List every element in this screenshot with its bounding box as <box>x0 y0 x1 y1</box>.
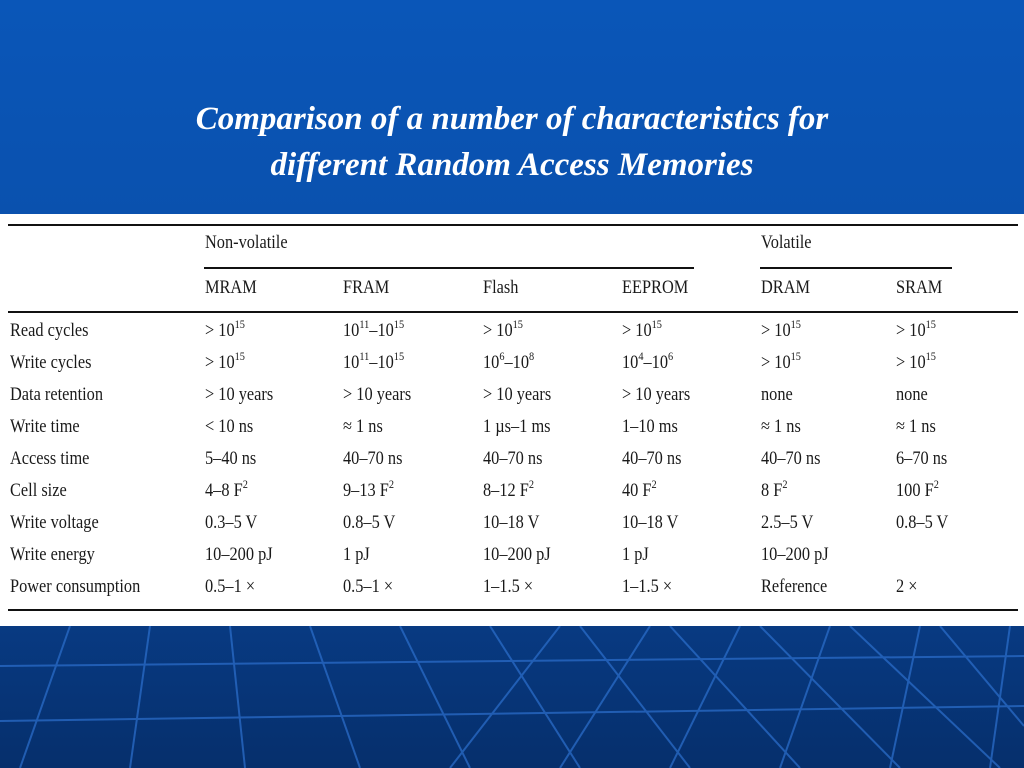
volatile-group-rule <box>760 267 952 269</box>
cell-value: > 10 <box>622 320 652 341</box>
cell-value: 5–40 ns <box>205 448 257 469</box>
cell-exponent: 15 <box>925 317 936 331</box>
cell-mram <box>205 317 245 342</box>
row-label: Read cycles <box>10 320 89 341</box>
cell-eeprom <box>622 317 662 342</box>
cell-value: 1 pJ <box>622 544 649 565</box>
row-label: Write cycles <box>10 352 92 373</box>
cell-value-upper: –10 <box>369 320 394 341</box>
cell-value: 10–18 V <box>483 512 540 533</box>
cell-dram <box>761 349 801 374</box>
cell-dram <box>761 384 793 406</box>
cell-exponent: 15 <box>512 317 523 331</box>
background-grid-decoration <box>0 626 1024 768</box>
cell-value: 0.3–5 V <box>205 512 258 533</box>
cell-value: 10–200 pJ <box>205 544 273 565</box>
cell-exponent: 15 <box>790 349 801 363</box>
cell-dram <box>761 416 801 438</box>
cell-eeprom <box>622 349 674 374</box>
cell-value: Reference <box>761 576 828 597</box>
cell-value: > 10 <box>896 320 926 341</box>
cell-flash <box>483 416 551 438</box>
cell-sram <box>896 349 936 374</box>
column-header-fram: FRAM <box>343 277 390 298</box>
cell-value: > 10 <box>761 320 791 341</box>
cell-exponent: 15 <box>651 317 662 331</box>
cell-value: 0.5–1 × <box>343 576 394 597</box>
cell-value: 2.5–5 V <box>761 512 814 533</box>
cell-eeprom <box>622 544 649 566</box>
table-bottom-rule <box>8 609 1018 611</box>
cell-value: 10 <box>622 352 639 373</box>
cell-exponent: 4 <box>638 349 644 363</box>
cell-value: > 10 years <box>343 384 412 405</box>
cell-value: 10 <box>483 352 500 373</box>
cell-value: 10 <box>343 320 360 341</box>
cell-mram <box>205 512 257 534</box>
slide-title-line-1: Comparison of a number of characteristics for <box>195 101 829 137</box>
cell-value: 8–12 F <box>483 480 529 501</box>
cell-eeprom <box>622 384 690 406</box>
cell-value: 10–200 pJ <box>761 544 829 565</box>
cell-mram <box>205 544 273 566</box>
cell-flash <box>483 349 535 374</box>
cell-mram <box>205 477 248 502</box>
cell-exponent: 11 <box>359 317 370 331</box>
cell-value: 0.5–1 × <box>205 576 256 597</box>
cell-fram <box>343 317 405 342</box>
cell-value: 0.8–5 V <box>343 512 396 533</box>
slide-title <box>0 96 1024 188</box>
column-header-flash: Flash <box>483 277 519 298</box>
cell-mram <box>205 576 255 598</box>
header-bottom-rule <box>8 311 1018 313</box>
cell-value: 1–1.5 × <box>622 576 673 597</box>
cell-value: 40 F <box>622 480 652 501</box>
row-label: Write voltage <box>10 512 99 533</box>
cell-value: > 10 <box>761 352 791 373</box>
cell-value: > 10 years <box>483 384 552 405</box>
cell-value: > 10 years <box>205 384 274 405</box>
cell-value: ≈ 1 ns <box>896 416 936 437</box>
cell-exponent: 2 <box>242 477 248 491</box>
cell-exponent: 2 <box>933 477 939 491</box>
cell-value: 6–70 ns <box>896 448 948 469</box>
cell-value: 100 F <box>896 480 934 501</box>
group-header-volatile: Volatile <box>761 232 812 253</box>
cell-flash <box>483 544 551 566</box>
row-label: Write energy <box>10 544 95 565</box>
cell-value: 40–70 ns <box>761 448 821 469</box>
cell-fram <box>343 384 411 406</box>
cell-value: none <box>761 384 793 405</box>
cell-value: > 10 years <box>622 384 691 405</box>
cell-value: 8 F <box>761 480 783 501</box>
cell-flash <box>483 576 533 598</box>
cell-value: 1 pJ <box>343 544 370 565</box>
cell-dram <box>761 512 813 534</box>
cell-eeprom <box>622 477 657 502</box>
cell-value: 4–8 F <box>205 480 243 501</box>
cell-flash <box>483 477 535 502</box>
cell-fram <box>343 416 383 438</box>
cell-sram <box>896 448 947 470</box>
cell-value: > 10 <box>205 352 235 373</box>
non-volatile-group-rule <box>204 267 694 269</box>
cell-exponent: 15 <box>234 317 245 331</box>
cell-value: 10 <box>343 352 360 373</box>
slide-title-line-2: different Random Access Memories <box>270 147 754 183</box>
cell-fram <box>343 512 395 534</box>
cell-value: > 10 <box>205 320 235 341</box>
cell-sram <box>896 384 928 406</box>
cell-exponent-upper: 6 <box>668 349 674 363</box>
cell-eeprom <box>622 448 681 470</box>
cell-value: 1 µs–1 ms <box>483 416 551 437</box>
cell-mram <box>205 384 273 406</box>
cell-dram <box>761 576 827 598</box>
cell-exponent: 15 <box>234 349 245 363</box>
cell-exponent: 2 <box>782 477 788 491</box>
row-label: Access time <box>10 448 90 469</box>
cell-dram <box>761 448 820 470</box>
cell-sram <box>896 512 948 534</box>
cell-mram <box>205 416 253 438</box>
group-header-non-volatile: Non-volatile <box>205 232 288 253</box>
row-label: Power consumption <box>10 576 141 597</box>
cell-dram <box>761 477 788 502</box>
cell-exponent-upper: 15 <box>393 349 405 363</box>
cell-value-upper: –10 <box>369 352 394 373</box>
cell-value: ≈ 1 ns <box>343 416 383 437</box>
cell-value-upper: –10 <box>643 352 669 373</box>
column-header-mram: MRAM <box>205 277 257 298</box>
cell-value: 0.8–5 V <box>896 512 949 533</box>
cell-exponent: 15 <box>925 349 936 363</box>
cell-eeprom <box>622 512 678 534</box>
cell-value: 2 × <box>896 576 918 597</box>
cell-value: 40–70 ns <box>343 448 403 469</box>
cell-fram <box>343 544 370 566</box>
cell-eeprom <box>622 576 672 598</box>
row-label: Write time <box>10 416 80 437</box>
cell-fram <box>343 576 393 598</box>
cell-exponent: 11 <box>359 349 370 363</box>
cell-eeprom <box>622 416 678 438</box>
cell-exponent-upper: 15 <box>393 317 405 331</box>
cell-flash <box>483 448 542 470</box>
cell-value: 1–1.5 × <box>483 576 534 597</box>
row-label: Data retention <box>10 384 104 405</box>
cell-value: 10–18 V <box>622 512 679 533</box>
cell-dram <box>761 317 801 342</box>
cell-mram <box>205 448 256 470</box>
cell-fram <box>343 477 395 502</box>
cell-exponent: 2 <box>388 477 395 491</box>
cell-value: > 10 <box>483 320 513 341</box>
cell-value: > 10 <box>896 352 926 373</box>
cell-value: < 10 ns <box>205 416 254 437</box>
cell-sram <box>896 317 936 342</box>
cell-dram <box>761 544 829 566</box>
cell-value: none <box>896 384 928 405</box>
cell-value: 40–70 ns <box>483 448 543 469</box>
cell-value: 10–200 pJ <box>483 544 551 565</box>
column-header-sram: SRAM <box>896 277 943 298</box>
cell-value: 40–70 ns <box>622 448 682 469</box>
cell-sram <box>896 477 939 502</box>
cell-sram <box>896 416 936 438</box>
cell-exponent: 2 <box>528 477 535 491</box>
cell-fram <box>343 349 405 374</box>
cell-exponent: 15 <box>790 317 801 331</box>
table-top-rule <box>8 224 1018 226</box>
cell-sram <box>896 576 917 598</box>
column-header-eeprom: EEPROM <box>622 277 689 298</box>
cell-fram <box>343 448 402 470</box>
cell-flash <box>483 512 539 534</box>
cell-value: ≈ 1 ns <box>761 416 801 437</box>
cell-flash <box>483 384 551 406</box>
cell-exponent-upper: 8 <box>529 349 535 363</box>
row-label: Cell size <box>10 480 67 501</box>
cell-exponent: 6 <box>499 349 505 363</box>
cell-value: 1–10 ms <box>622 416 678 437</box>
cell-flash <box>483 317 523 342</box>
cell-value-upper: –10 <box>504 352 530 373</box>
cell-exponent: 2 <box>651 477 657 491</box>
column-header-dram: DRAM <box>761 277 811 298</box>
cell-value: 9–13 F <box>343 480 389 501</box>
cell-mram <box>205 349 245 374</box>
memory-comparison-table <box>0 214 1024 626</box>
